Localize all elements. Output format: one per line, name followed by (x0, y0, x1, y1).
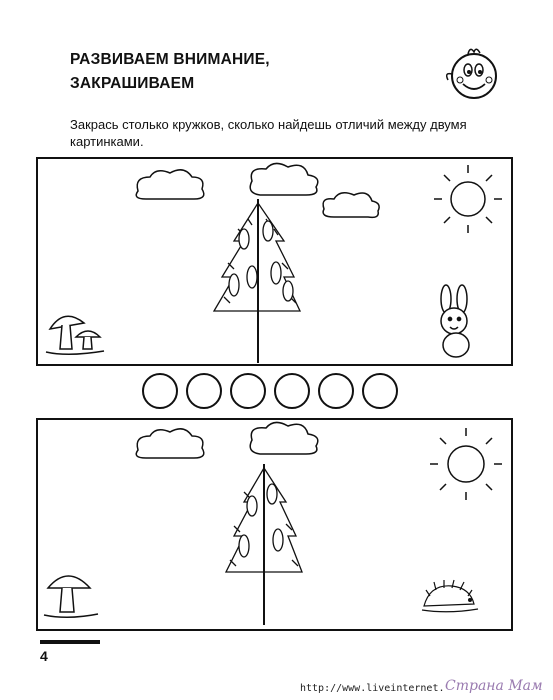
watermark-logo: Страна Мам (445, 678, 543, 694)
page-number: 4 (40, 648, 48, 664)
mushrooms-icon (46, 316, 104, 354)
hedgehog-icon (422, 580, 478, 612)
instruction-text: Закрась столько кружков, сколько найдешь отличий между двумя картинками. (70, 117, 467, 149)
page-title-line-1: РАЗВИВАЕМ ВНИМАНИЕ, (70, 51, 270, 68)
smiling-ball-face-icon (438, 44, 508, 102)
page-title-line-2: ЗАКРАШИВАЕМ (70, 75, 195, 92)
fir-tree-icon (214, 199, 300, 363)
cloud-icon (323, 193, 379, 218)
fir-tree-icon (226, 464, 302, 625)
answer-circle[interactable] (186, 373, 222, 409)
mushroom-icon (44, 576, 98, 617)
footer-rule (40, 640, 100, 644)
cloud-icon (250, 163, 318, 195)
answer-circle[interactable] (274, 373, 310, 409)
answer-circle[interactable] (318, 373, 354, 409)
sun-icon (434, 165, 502, 233)
cloud-icon (136, 429, 204, 458)
watermark-url: http://www.liveinternet. (300, 683, 445, 694)
answer-circle[interactable] (142, 373, 178, 409)
answer-circle[interactable] (230, 373, 266, 409)
bunny-icon (441, 285, 469, 357)
sun-icon (430, 428, 502, 500)
cloud-icon (250, 422, 318, 454)
cloud-icon (136, 170, 204, 199)
answer-circle[interactable] (362, 373, 398, 409)
picture-panel-top (36, 157, 513, 366)
picture-panel-bottom (36, 418, 513, 631)
